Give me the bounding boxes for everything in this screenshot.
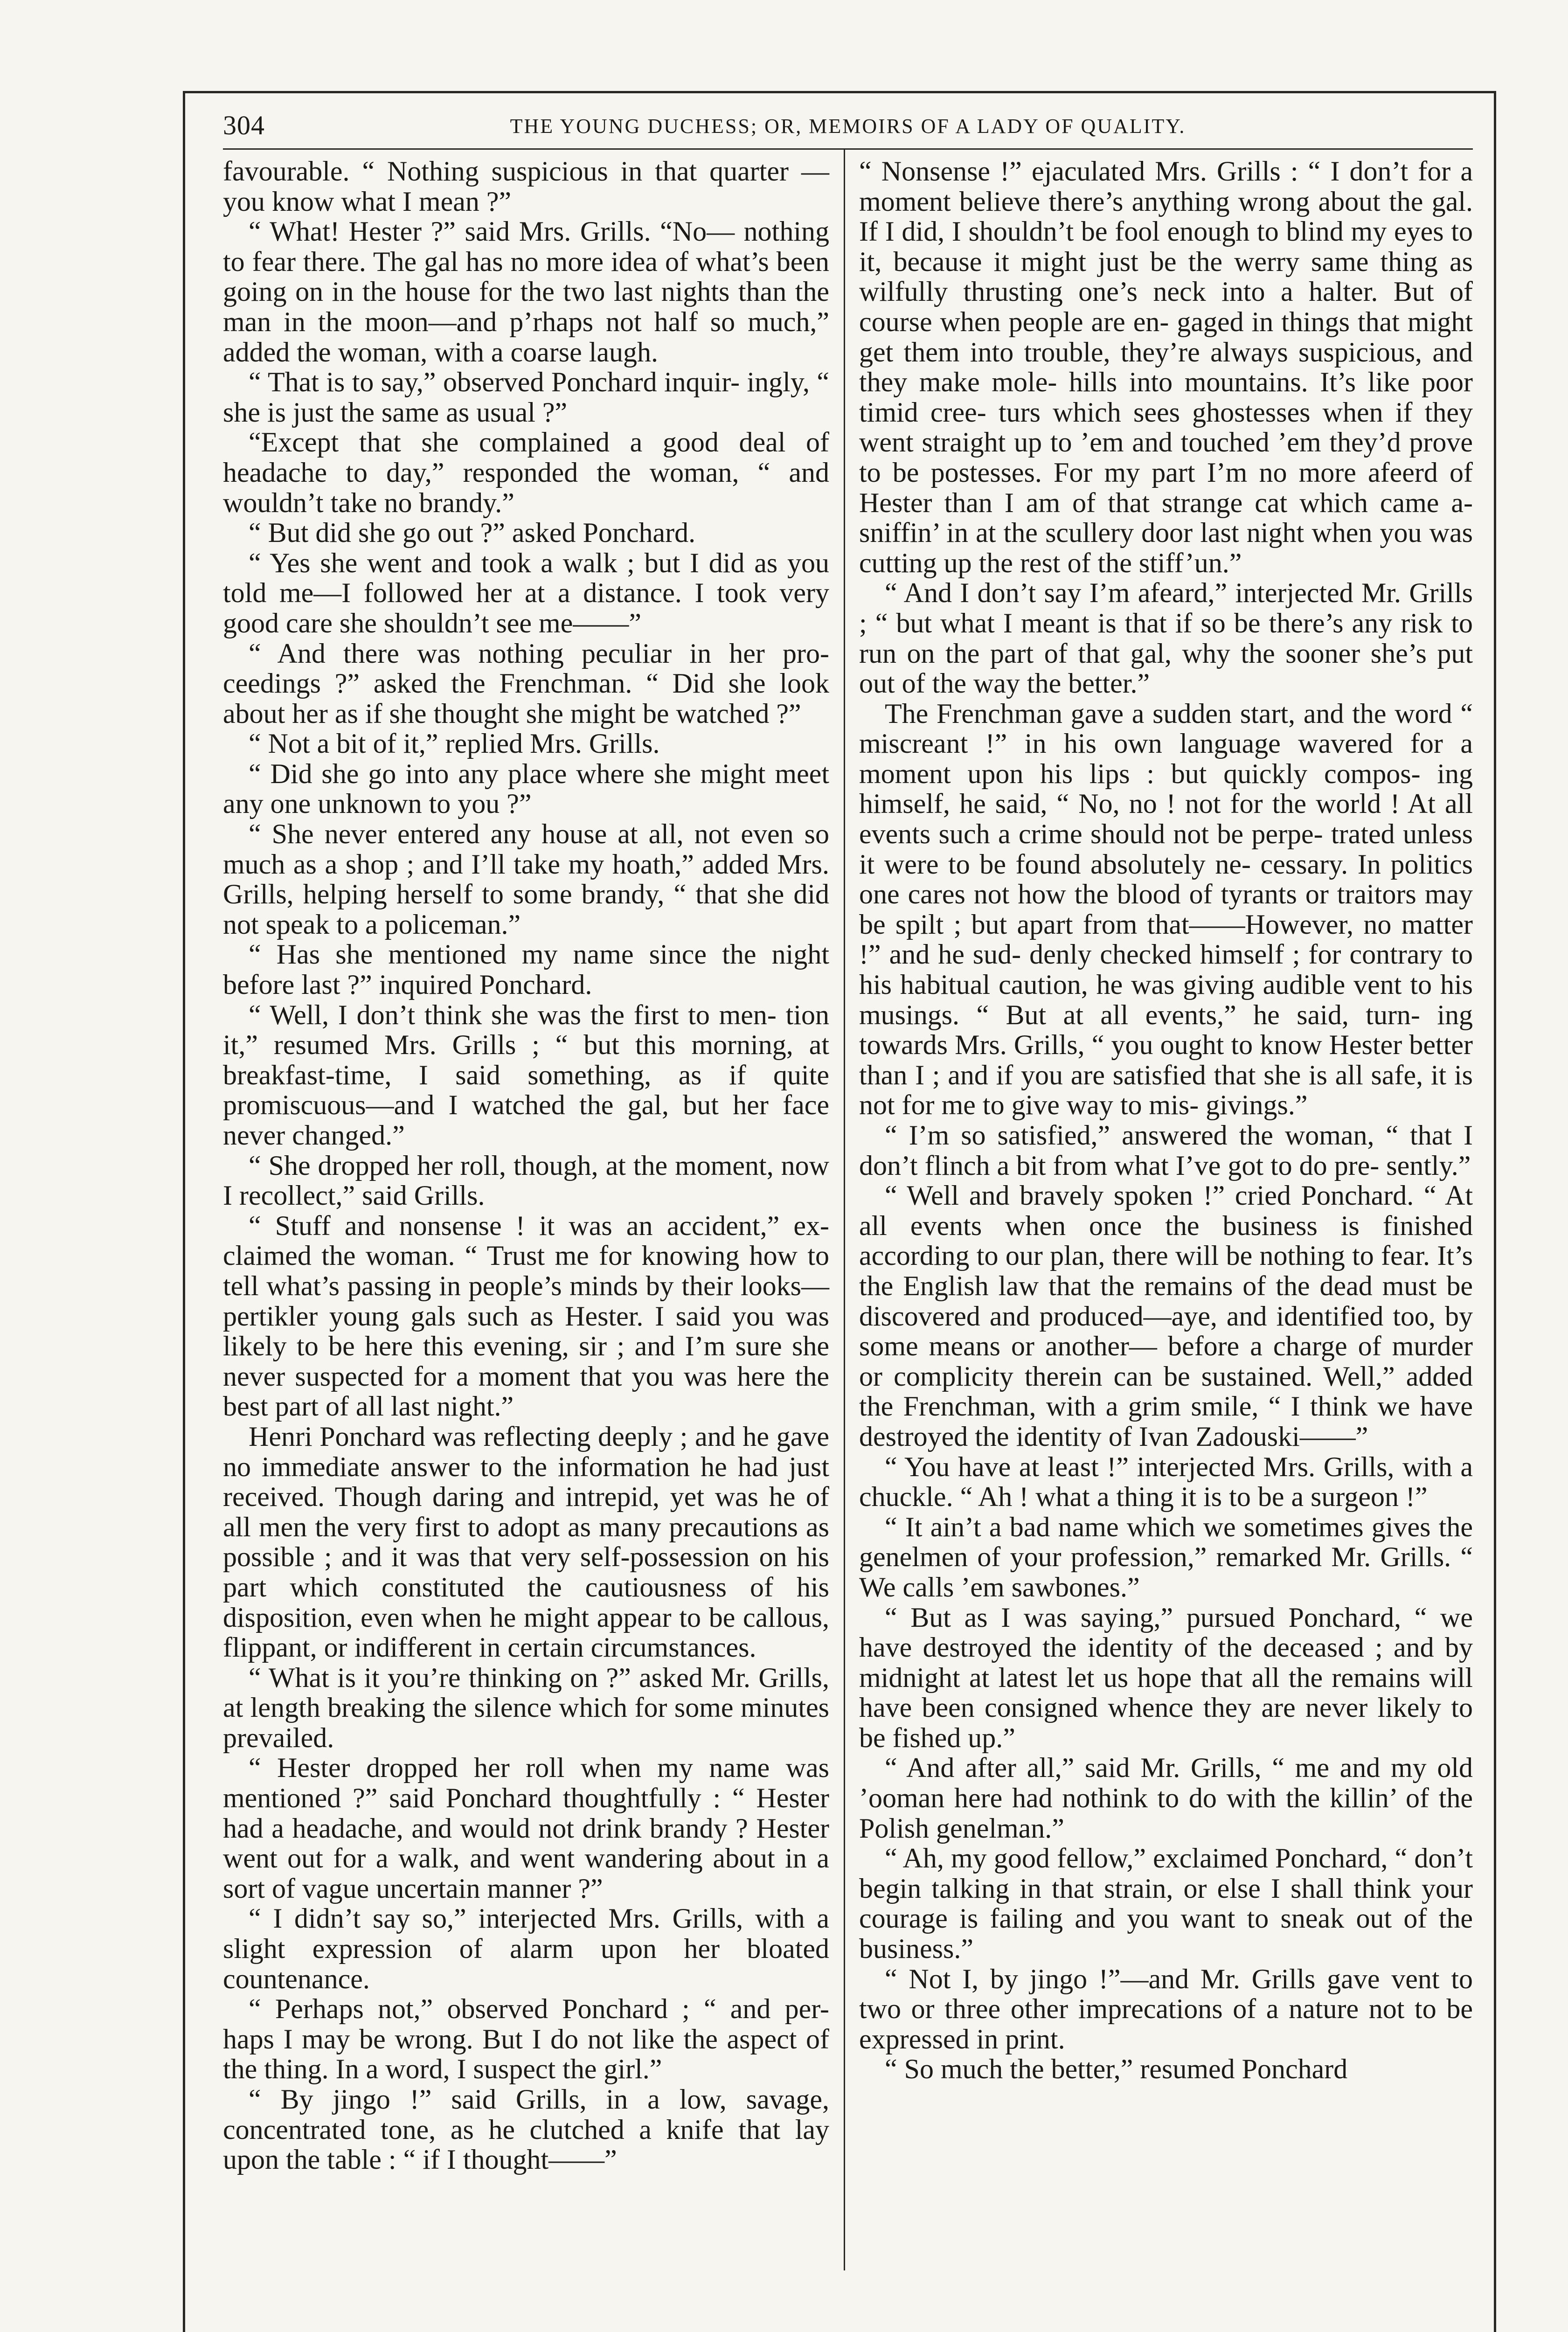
paragraph: “ That is to say,” observed Ponchard inquir- ingly, “ she is just the same as usual ?” <box>223 367 829 428</box>
column-divider <box>844 148 845 2270</box>
paragraph: “ She dropped her roll, though, at the moment, now I recollect,” said Grills. <box>223 1150 829 1211</box>
paragraph: “ And after all,” said Mr. Grills, “ me and my old ’ooman here had nothink to do with the killin’ of the Polish genelman.” <box>859 1752 1473 1844</box>
paragraph: “ But did she go out ?” asked Ponchard. <box>249 517 696 548</box>
paragraph: “ Nonsense !” ejaculated Mrs. Grills : “ I don’t for a moment believe there’s anything wrong about the gal. If I did, I shouldn’t be fool enough to blind my eyes to it, because it might just be the werry same thing as wilfully thrusting one’s neck into a halter. But of course when people are en- gaged in things that might get them into trouble, they’re always suspicious, and they make mole- hills into mountains. It’s like poor timid cree- turs which sees ghostesses when if they went straight up to ’em and touched ’em they’d prove to be postesses. For my part I’m no more afeerd of Hester than I am of that strange cat which came a-sniffin’ in at the scullery door last night when you was cutting up the rest of the stiff’un.” <box>859 156 1473 578</box>
paragraph: “ Has she mentioned my name since the night before last ?” inquired Ponchard. <box>223 939 829 1000</box>
paragraph: “ You have at least !” interjected Mrs. Grills, with a chuckle. “ Ah ! what a thing it is to be a surgeon !” <box>859 1451 1473 1513</box>
paragraph: “ Did she go into any place where she might meet any one unknown to you ?” <box>223 758 829 819</box>
paragraph: “ Hester dropped her roll when my name was mentioned ?” said Ponchard thoughtfully : “ Hester had a headache, and would not drink brandy ? Hester went out for a walk, and went wandering about in a sort of vague uncertain manner ?” <box>223 1752 829 1904</box>
right-column <box>859 156 1473 2084</box>
paragraph: “ By jingo !” said Grills, in a low, savage, concentrated tone, as he clutched a knife that lay upon the table : “ if I thought——” <box>223 2084 829 2175</box>
paragraph: Henri Ponchard was reflecting deeply ; and he gave no immediate answer to the information he had just received. Though daring and intrepid, yet was he of all men the very first to adopt as many precautions as possible ; and it was that very self-possession on his part which constituted the cautiousness of his disposition, even when he might appear to be callous, flippant, or indifferent in certain circumstances. <box>223 1421 829 1663</box>
paragraph: “ I didn’t say so,” interjected Mrs. Grills, with a slight expression of alarm upon her bloated countenance. <box>223 1903 829 1994</box>
paragraph: “ Well, I don’t think she was the first to men- tion it,” resumed Mrs. Grills ; “ but this morning, at breakfast-time, I said something, as if quite promiscuous—and I watched the gal, but her face never changed.” <box>223 999 829 1151</box>
paragraph: “ She never entered any house at all, not even so much as a shop ; and I’ll take my hoath,” added Mrs. Grills, helping herself to some brandy, “ that she did not speak to a policeman.” <box>223 819 829 940</box>
paragraph: “ Perhaps not,” observed Ponchard ; “ and per- haps I may be wrong. But I do not like the aspect of the thing. In a word, I suspect the girl.” <box>223 1993 829 2085</box>
page-header <box>223 110 1473 142</box>
paragraph: “ But as I was saying,” pursued Ponchard, “ we have destroyed the identity of the deceased ; and by midnight at latest let us hope that all the remains will have been consigned whence they are never likely to be fished up.” <box>859 1602 1473 1753</box>
paragraph: “Except that she complained a good deal of headache to day,” responded the woman, “ and wouldn’t take no brandy.” <box>223 427 829 518</box>
paragraph: “ Ah, my good fellow,” exclaimed Ponchard, “ don’t begin talking in that strain, or else I shall think your courage is failing and you want to sneak out of the business.” <box>859 1843 1473 1964</box>
paragraph: “ What! Hester ?” said Mrs. Grills. “No— nothing to fear there. The gal has no more idea of what’s been going on in the house for the two last nights than the man in the moon—and p’rhaps not half so much,” added the woman, with a coarse laugh. <box>223 216 829 368</box>
paragraph: “ Stuff and nonsense ! it was an accident,” ex- claimed the woman. “ Trust me for knowing how to tell what’s passing in people’s minds by their looks—pertikler young gals such as Hester. I said you was likely to be here this evening, sir ; and I’m sure she never suspected for a moment that you was here the best part of all last night.” <box>223 1210 829 1422</box>
paragraph: “ And there was nothing peculiar in her pro- ceedings ?” asked the Frenchman. “ Did she look about her as if she thought she might be watched ?” <box>223 638 829 729</box>
left-column <box>223 156 829 2175</box>
paragraph: favourable. “ Nothing suspicious in that quarter —you know what I mean ?” <box>223 156 829 217</box>
paragraph: “ Not I, by jingo !”—and Mr. Grills gave vent to two or three other imprecations of a nature not to be expressed in print. <box>859 1963 1473 2054</box>
running-title: THE YOUNG DUCHESS; OR, MEMOIRS OF A LADY OF QUALITY. <box>510 115 1186 138</box>
header-rule <box>223 148 1473 150</box>
paragraph: “ So much the better,” resumed Ponchard <box>885 2054 1348 2085</box>
page-number: 304 <box>223 110 265 140</box>
paragraph: “ I’m so satisfied,” answered the woman, “ that I don’t flinch a bit from what I’ve got to do pre- sently.” <box>859 1120 1473 1181</box>
paragraph: “ Well and bravely spoken !” cried Ponchard. “ At all events when once the business is finished according to our plan, there will be nothing to fear. It’s the English law that the remains of the dead must be discovered and produced—aye, and identified too, by some means or another— before a charge of murder or complicity therein can be sustained. Well,” added the Frenchman, with a grim smile, “ I think we have destroyed the identity of Ivan Zadouski——” <box>859 1180 1473 1452</box>
paragraph: “ And I don’t say I’m afeard,” interjected Mr. Grills ; “ but what I meant is that if so be there’s any risk to run on the part of that gal, why the sooner she’s put out of the way the better.” <box>859 577 1473 699</box>
paragraph: “ What is it you’re thinking on ?” asked Mr. Grills, at length breaking the silence which for some minutes prevailed. <box>223 1662 829 1753</box>
paragraph: “ It ain’t a bad name which we sometimes gives the genelmen of your profession,” remarked Mr. Grills. “ We calls ’em sawbones.” <box>859 1511 1473 1603</box>
paragraph: “ Not a bit of it,” replied Mrs. Grills. <box>249 728 660 759</box>
paragraph: “ Yes she went and took a walk ; but I did as you told me—I followed her at a distance. I took very good care she shouldn’t see me——” <box>223 547 829 639</box>
paragraph: The Frenchman gave a sudden start, and the word “ miscreant !” in his own language wavered for a moment upon his lips : but quickly compos- ing himself, he said, “ No, no ! not for the world ! At all events such a crime should not be perpe- trated unless it were to be found absolutely ne- cessary. In politics one cares not how the blood of tyrants or traitors may be spilt ; but apart from that——However, no matter !” and he sud- denly checked himself ; for contrary to his habitual caution, he was giving audible vent to his musings. “ But at all events,” he said, turn- ing towards Mrs. Grills, “ you ought to know Hester better than I ; and if you are satisfied that she is all safe, it is not for me to give way to mis- givings.” <box>859 698 1473 1121</box>
